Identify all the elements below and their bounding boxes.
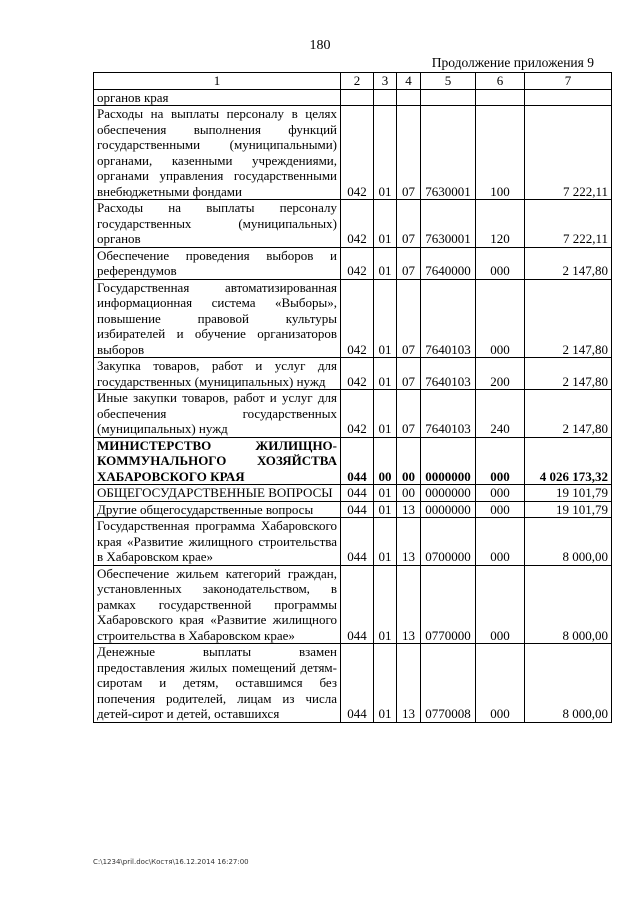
publisher-code-cell: 044 bbox=[341, 501, 374, 518]
table-row bbox=[94, 89, 612, 106]
continuation-label: Продолжение приложения 9 bbox=[431, 55, 594, 70]
amount-cell: 7 222,11 bbox=[525, 200, 612, 248]
table-row bbox=[94, 565, 612, 644]
table-row bbox=[94, 437, 612, 485]
expense-type-cell: 100 bbox=[476, 106, 525, 200]
subsection-cell: 13 bbox=[397, 565, 421, 644]
target-article-cell: 0000000 bbox=[421, 485, 476, 502]
amount-cell: 2 147,80 bbox=[525, 247, 612, 279]
subsection-cell: 13 bbox=[397, 644, 421, 723]
target-article-cell: 0000000 bbox=[421, 437, 476, 485]
expense-type-cell: 000 bbox=[476, 518, 525, 566]
table-row bbox=[94, 106, 612, 200]
column-header: 7 bbox=[525, 73, 612, 90]
expense-type-cell bbox=[476, 89, 525, 106]
row-name-cell: Обеспечение проведения выборов и референдумов bbox=[94, 247, 341, 279]
target-article-cell: 7640103 bbox=[421, 279, 476, 358]
row-name-cell: Денежные выплаты взамен предоставления жилых помещений детям-сиротам и детям, оставшимся без попечения родителей, лицам из числа детей-сирот и детей, оставшихся bbox=[94, 644, 341, 723]
publisher-code-cell: 042 bbox=[341, 279, 374, 358]
section-cell: 01 bbox=[374, 247, 397, 279]
target-article-cell: 7630001 bbox=[421, 106, 476, 200]
table-row bbox=[94, 518, 612, 566]
publisher-code-cell: 044 bbox=[341, 644, 374, 723]
subsection-cell bbox=[397, 89, 421, 106]
subsection-cell: 07 bbox=[397, 358, 421, 390]
subsection-cell: 07 bbox=[397, 279, 421, 358]
row-name-cell: органов края bbox=[94, 89, 341, 106]
column-header: 6 bbox=[476, 73, 525, 90]
row-name-cell: Государственная автоматизированная информационная система «Выборы», повышение правовой культуры избирателей и обучение организаторов выборов bbox=[94, 279, 341, 358]
table-row bbox=[94, 485, 612, 502]
expense-type-cell: 120 bbox=[476, 200, 525, 248]
budget-table bbox=[93, 72, 612, 723]
subsection-cell: 07 bbox=[397, 390, 421, 438]
amount-cell: 4 026 173,32 bbox=[525, 437, 612, 485]
column-header: 3 bbox=[374, 73, 397, 90]
table-row bbox=[94, 279, 612, 358]
row-name-cell: Другие общегосударственные вопросы bbox=[94, 501, 341, 518]
header-row bbox=[94, 73, 612, 90]
section-cell: 01 bbox=[374, 106, 397, 200]
subsection-cell: 13 bbox=[397, 501, 421, 518]
publisher-code-cell: 044 bbox=[341, 518, 374, 566]
amount-cell: 2 147,80 bbox=[525, 279, 612, 358]
subsection-cell: 00 bbox=[397, 485, 421, 502]
section-cell: 01 bbox=[374, 644, 397, 723]
section-cell bbox=[374, 89, 397, 106]
section-cell: 01 bbox=[374, 518, 397, 566]
row-name-cell: Государственная программа Хабаровского края «Развитие жилищного строительства в Хабаровском крае» bbox=[94, 518, 341, 566]
target-article-cell: 7630001 bbox=[421, 200, 476, 248]
table-body bbox=[94, 89, 612, 722]
publisher-code-cell: 042 bbox=[341, 106, 374, 200]
expense-type-cell: 000 bbox=[476, 485, 525, 502]
file-path-footer: C:\1234\pril.doc\Костя\16.12.2014 16:27:00 bbox=[93, 858, 249, 866]
target-article-cell: 0000000 bbox=[421, 501, 476, 518]
table-row bbox=[94, 247, 612, 279]
section-cell: 01 bbox=[374, 390, 397, 438]
amount-cell: 8 000,00 bbox=[525, 518, 612, 566]
table-row bbox=[94, 358, 612, 390]
section-cell: 01 bbox=[374, 501, 397, 518]
expense-type-cell: 200 bbox=[476, 358, 525, 390]
target-article-cell bbox=[421, 89, 476, 106]
column-header: 4 bbox=[397, 73, 421, 90]
target-article-cell: 0770008 bbox=[421, 644, 476, 723]
target-article-cell: 7640103 bbox=[421, 358, 476, 390]
row-name-cell: Расходы на выплаты персоналу государственных (муниципальных) органов bbox=[94, 200, 341, 248]
publisher-code-cell: 044 bbox=[341, 565, 374, 644]
publisher-code-cell: 044 bbox=[341, 485, 374, 502]
amount-cell: 19 101,79 bbox=[525, 485, 612, 502]
row-name-cell: Расходы на выплаты персоналу в целях обеспечения выполнения функций государственными (муниципальными) органами, казенными учреждениями, органами управления государственными внебюджетными фондами bbox=[94, 106, 341, 200]
section-cell: 00 bbox=[374, 437, 397, 485]
subsection-cell: 07 bbox=[397, 200, 421, 248]
page-number: 180 bbox=[309, 38, 331, 53]
subsection-cell: 13 bbox=[397, 518, 421, 566]
publisher-code-cell: 042 bbox=[341, 358, 374, 390]
expense-type-cell: 000 bbox=[476, 644, 525, 723]
subsection-cell: 00 bbox=[397, 437, 421, 485]
section-cell: 01 bbox=[374, 200, 397, 248]
row-name-cell: Иные закупки товаров, работ и услуг для обеспечения государственных (муниципальных) нужд bbox=[94, 390, 341, 438]
section-cell: 01 bbox=[374, 279, 397, 358]
publisher-code-cell: 044 bbox=[341, 437, 374, 485]
column-header: 1 bbox=[94, 73, 341, 90]
publisher-code-cell: 042 bbox=[341, 247, 374, 279]
amount-cell bbox=[525, 89, 612, 106]
target-article-cell: 7640000 bbox=[421, 247, 476, 279]
publisher-code-cell: 042 bbox=[341, 390, 374, 438]
row-name-cell: МИНИСТЕРСТВО ЖИЛИЩНО-КОММУНАЛЬНОГО ХОЗЯЙСТВА ХАБАРОВСКОГО КРАЯ bbox=[94, 437, 341, 485]
target-article-cell: 0700000 bbox=[421, 518, 476, 566]
publisher-code-cell: 042 bbox=[341, 200, 374, 248]
section-cell: 01 bbox=[374, 485, 397, 502]
amount-cell: 2 147,80 bbox=[525, 358, 612, 390]
section-cell: 01 bbox=[374, 565, 397, 644]
expense-type-cell: 000 bbox=[476, 565, 525, 644]
amount-cell: 8 000,00 bbox=[525, 644, 612, 723]
section-cell: 01 bbox=[374, 358, 397, 390]
amount-cell: 7 222,11 bbox=[525, 106, 612, 200]
target-article-cell: 7640103 bbox=[421, 390, 476, 438]
subsection-cell: 07 bbox=[397, 247, 421, 279]
expense-type-cell: 000 bbox=[476, 437, 525, 485]
table-row bbox=[94, 200, 612, 248]
row-name-cell: Закупка товаров, работ и услуг для государственных (муниципальных) нужд bbox=[94, 358, 341, 390]
expense-type-cell: 240 bbox=[476, 390, 525, 438]
table-row bbox=[94, 390, 612, 438]
table-row bbox=[94, 501, 612, 518]
table-row bbox=[94, 644, 612, 723]
publisher-code-cell bbox=[341, 89, 374, 106]
column-header: 5 bbox=[421, 73, 476, 90]
expense-type-cell: 000 bbox=[476, 247, 525, 279]
expense-type-cell: 000 bbox=[476, 279, 525, 358]
row-name-cell: ОБЩЕГОСУДАРСТВЕННЫЕ ВОПРОСЫ bbox=[94, 485, 341, 502]
row-name-cell: Обеспечение жильем категорий граждан, установленных законодательством, в рамках государственной программы Хабаровского края «Развитие жилищного строительства в Хабаровском крае» bbox=[94, 565, 341, 644]
amount-cell: 19 101,79 bbox=[525, 501, 612, 518]
expense-type-cell: 000 bbox=[476, 501, 525, 518]
amount-cell: 2 147,80 bbox=[525, 390, 612, 438]
subsection-cell: 07 bbox=[397, 106, 421, 200]
target-article-cell: 0770000 bbox=[421, 565, 476, 644]
column-header: 2 bbox=[341, 73, 374, 90]
amount-cell: 8 000,00 bbox=[525, 565, 612, 644]
